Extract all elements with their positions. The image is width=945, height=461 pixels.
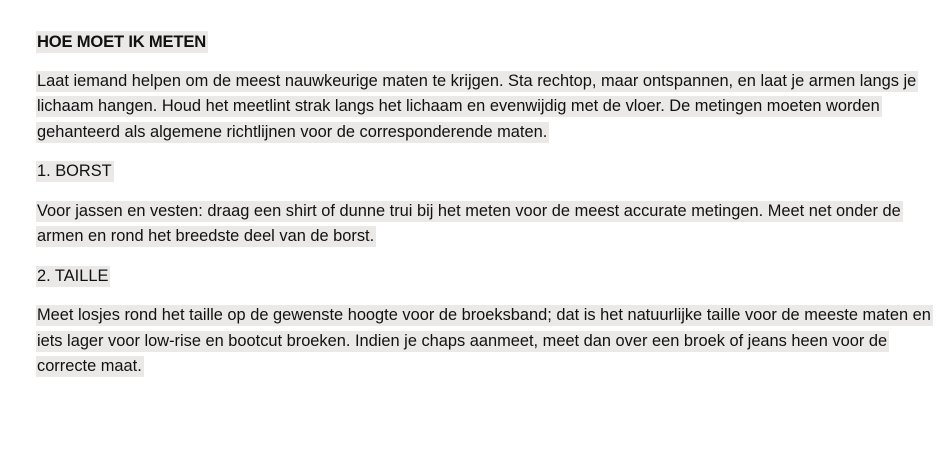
intro-paragraph: Laat iemand helpen om de meest nauwkeurige maten te krijgen. Sta rechtop, maar ontspannen, en laat je armen langs je lichaam hangen. Houd het meetlint strak langs het lichaam en evenwijdig met de vloer. De metingen moeten worden gehanteerd als algemene richtlijnen voor de corresponderende maten. [37,71,917,141]
section-heading-chest: 1. BORST [37,162,112,180]
section-text-waist: Meet losjes rond het taille op de gewenste hoogte voor de broeksband; dat is het natuurlijke taille voor de meeste maten en iets lager voor low-rise en bootcut broeken. Indien je chaps aanmeet, meet dan over een broek of jeans heen voor de correcte maat. [37,306,931,375]
section-heading-waist: 2. TAILLE [37,266,109,285]
measuring-guide [36,29,931,394]
section-text-chest: Voor jassen en vesten: draag een shirt of dunne trui bij het meten voor de meest accurate metingen. Meet net onder de armen en rond het breedste deel van de borst. [37,201,901,245]
page-title: HOE MOET IK METEN [37,32,206,51]
